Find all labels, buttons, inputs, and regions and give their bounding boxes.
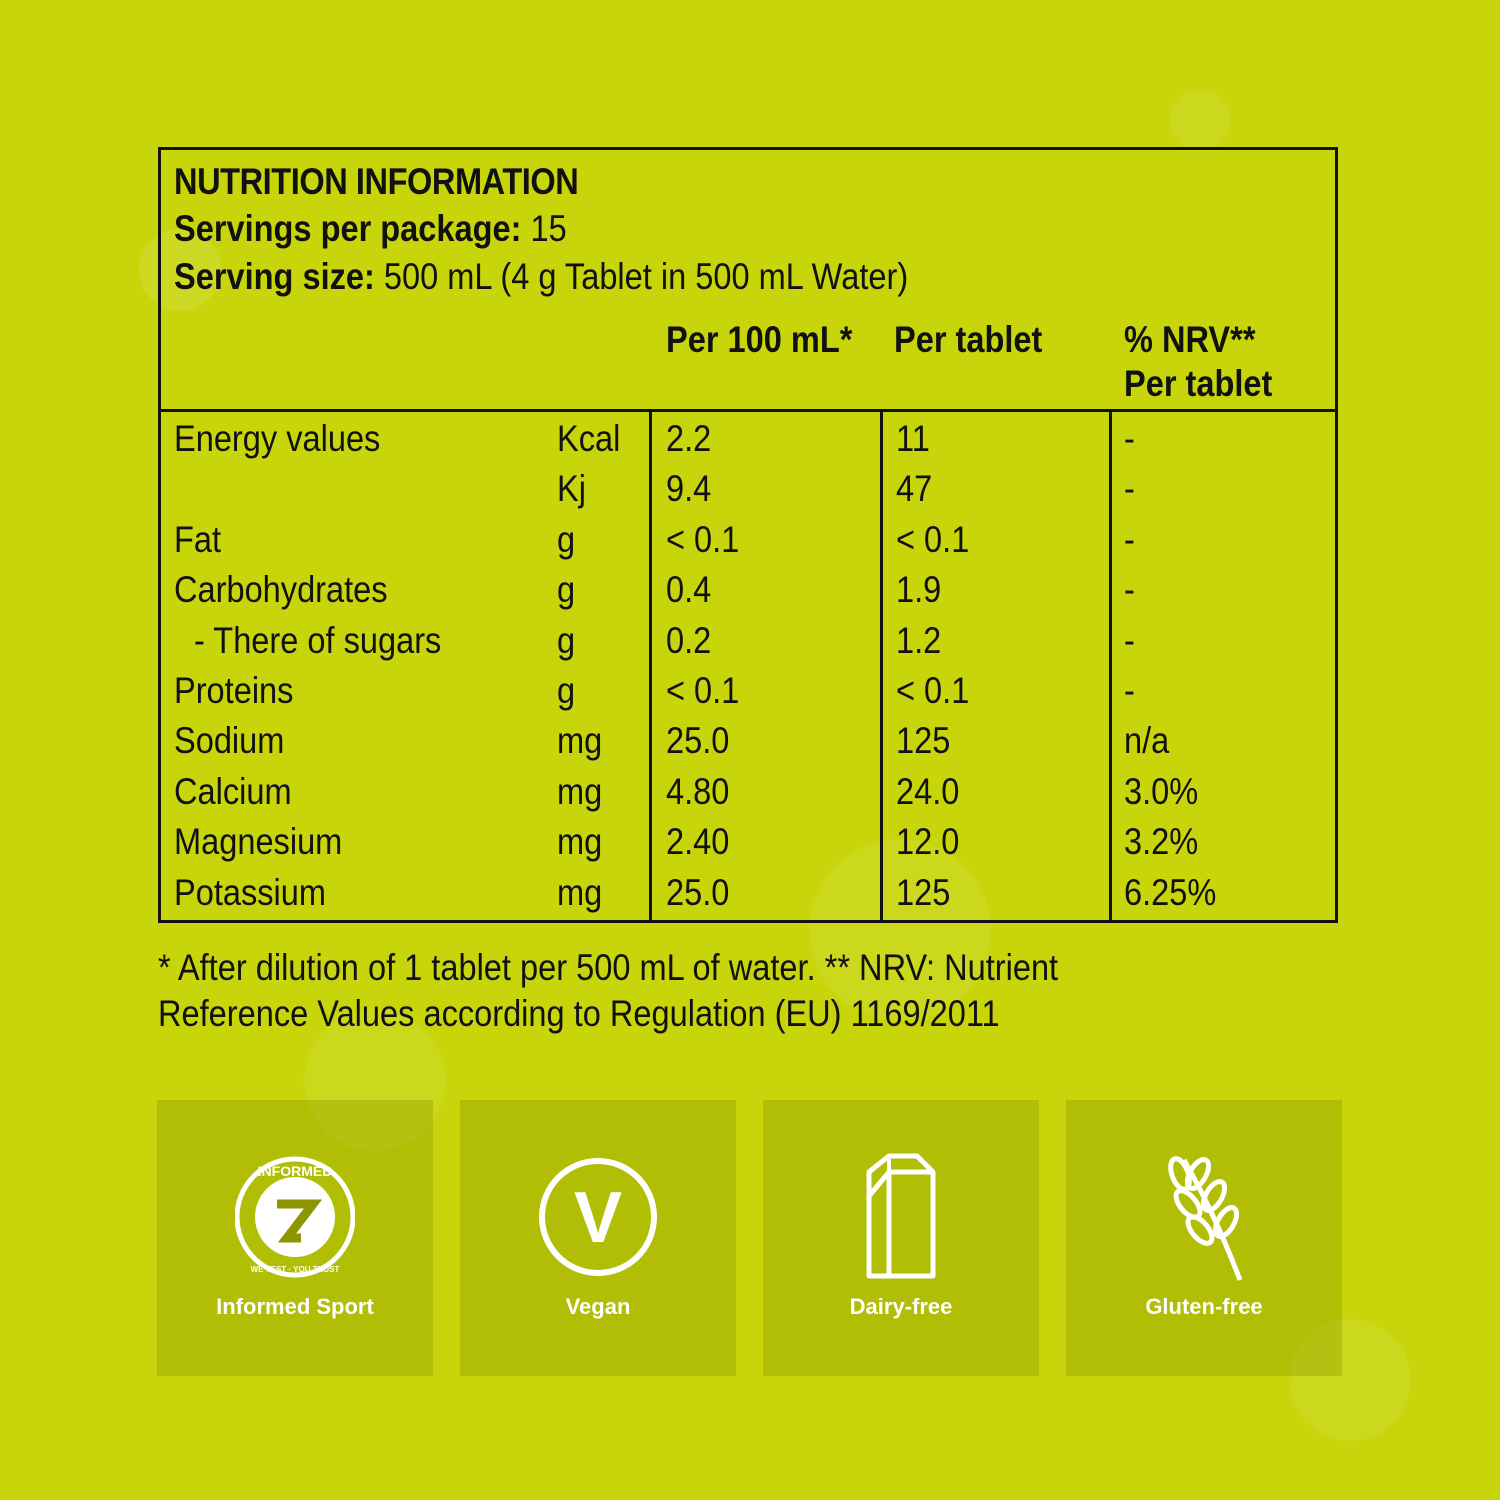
cell-name: Carbohydrates bbox=[174, 569, 388, 611]
cell-per100: < 0.1 bbox=[666, 518, 740, 560]
nutrition-row bbox=[161, 464, 1335, 514]
cell-pertablet: 24.0 bbox=[896, 770, 960, 812]
cell-pertablet: 12.0 bbox=[896, 821, 960, 863]
cell-unit: mg bbox=[557, 821, 603, 863]
cell-per100: < 0.1 bbox=[666, 670, 740, 711]
informed-ring-bottom: WE TEST · YOU TRUST bbox=[250, 1265, 340, 1274]
wheat-icon bbox=[1144, 1152, 1264, 1282]
cell-pertablet: 47 bbox=[896, 468, 933, 510]
milk-carton-icon bbox=[841, 1152, 961, 1282]
cell-pertablet: 1.2 bbox=[896, 619, 942, 661]
cell-unit: g bbox=[557, 569, 576, 611]
cell-unit: mg bbox=[557, 871, 603, 913]
cell-pertablet: < 0.1 bbox=[896, 518, 970, 560]
nutrition-row bbox=[161, 565, 1335, 615]
cell-name: Magnesium bbox=[174, 821, 343, 863]
cell-nrv: 6.25% bbox=[1124, 871, 1217, 913]
nutrition-row bbox=[161, 414, 1335, 464]
badge-gluten-free bbox=[1066, 1100, 1342, 1376]
vegan-glyph: V bbox=[573, 1178, 623, 1258]
nutrition-row bbox=[161, 616, 1335, 666]
nutrition-row bbox=[161, 716, 1335, 766]
badge-vegan bbox=[460, 1100, 736, 1376]
cell-per100: 25.0 bbox=[666, 871, 730, 913]
cell-name: Sodium bbox=[174, 720, 285, 762]
cell-name: - There of sugars bbox=[194, 619, 442, 661]
informed-ring-top: INFORMED bbox=[257, 1163, 333, 1179]
cell-per100: 4.80 bbox=[666, 770, 730, 812]
badge-label-gluten-free: Gluten-free bbox=[1145, 1294, 1263, 1319]
cell-per100: 25.0 bbox=[666, 720, 730, 762]
cell-nrv: - bbox=[1124, 670, 1135, 711]
cell-unit: Kj bbox=[557, 468, 586, 510]
informed-sport-icon bbox=[235, 1152, 355, 1282]
cell-name: Calcium bbox=[174, 770, 292, 812]
cell-per100: 0.2 bbox=[666, 619, 712, 661]
vegan-icon bbox=[538, 1152, 658, 1282]
cell-nrv: - bbox=[1124, 468, 1135, 510]
column-header-per100: Per 100 mL* bbox=[666, 319, 853, 360]
cell-unit: mg bbox=[557, 720, 603, 762]
cell-unit: Kcal bbox=[557, 418, 621, 459]
footnote: * After dilution of 1 tablet per 500 mL of water. ** NRV: Nutrient Reference Values according to Regulation (EU) 1169/2011 bbox=[158, 947, 1059, 1034]
cell-nrv: - bbox=[1124, 619, 1135, 661]
nutrition-row bbox=[161, 868, 1335, 918]
cell-per100: 0.4 bbox=[666, 569, 712, 611]
cell-unit: mg bbox=[557, 770, 603, 812]
cell-pertablet: 125 bbox=[896, 871, 951, 913]
column-header-nrv-sub: Per tablet bbox=[1124, 363, 1273, 404]
cell-nrv: - bbox=[1124, 569, 1135, 611]
cell-nrv: - bbox=[1124, 418, 1135, 459]
serving-size-label: Serving size: bbox=[174, 256, 375, 297]
serving-size-value: 500 mL (4 g Tablet in 500 mL Water) bbox=[383, 256, 909, 297]
cell-pertablet: 125 bbox=[896, 720, 951, 762]
badge-label-informed-sport: Informed Sport bbox=[216, 1294, 374, 1319]
cell-per100: 2.40 bbox=[666, 821, 730, 863]
cell-nrv: n/a bbox=[1124, 720, 1170, 762]
servings-value: 15 bbox=[530, 208, 567, 249]
column-header-nrv: % NRV** bbox=[1124, 319, 1256, 360]
nutrition-row bbox=[161, 515, 1335, 565]
cell-pertablet: 11 bbox=[896, 418, 930, 459]
badge-informed-sport bbox=[157, 1100, 433, 1376]
cell-name: Potassium bbox=[174, 871, 327, 913]
cell-unit: g bbox=[557, 670, 576, 711]
cell-name: Fat bbox=[174, 518, 222, 560]
serving-size-line bbox=[174, 252, 1186, 302]
nutrition-row bbox=[161, 767, 1335, 817]
nutrition-row bbox=[161, 817, 1335, 867]
cell-per100: 9.4 bbox=[666, 468, 712, 510]
cell-pertablet: < 0.1 bbox=[896, 670, 970, 711]
cell-name: Energy values bbox=[174, 418, 381, 459]
cell-unit: g bbox=[557, 619, 576, 661]
servings-label: Servings per package: bbox=[174, 208, 522, 249]
nutrition-title: NUTRITION INFORMATION bbox=[174, 161, 579, 202]
badge-dairy-free bbox=[763, 1100, 1039, 1376]
cell-nrv: - bbox=[1124, 518, 1135, 560]
column-header-pertablet: Per tablet bbox=[894, 319, 1043, 360]
nutrition-header bbox=[174, 160, 1324, 302]
badge-label-vegan: Vegan bbox=[565, 1294, 631, 1319]
cell-pertablet: 1.9 bbox=[896, 569, 942, 611]
badge-label-dairy-free: Dairy-free bbox=[849, 1294, 953, 1319]
header-divider bbox=[161, 409, 1335, 412]
nutrition-row bbox=[161, 666, 1335, 716]
badge-row bbox=[157, 1100, 1341, 1376]
cell-per100: 2.2 bbox=[666, 418, 712, 459]
nutrition-panel bbox=[158, 147, 1338, 923]
cell-nrv: 3.2% bbox=[1124, 821, 1199, 863]
cell-name: Proteins bbox=[174, 670, 294, 711]
servings-line bbox=[174, 204, 1186, 254]
cell-unit: g bbox=[557, 518, 576, 560]
cell-nrv: 3.0% bbox=[1124, 770, 1199, 812]
